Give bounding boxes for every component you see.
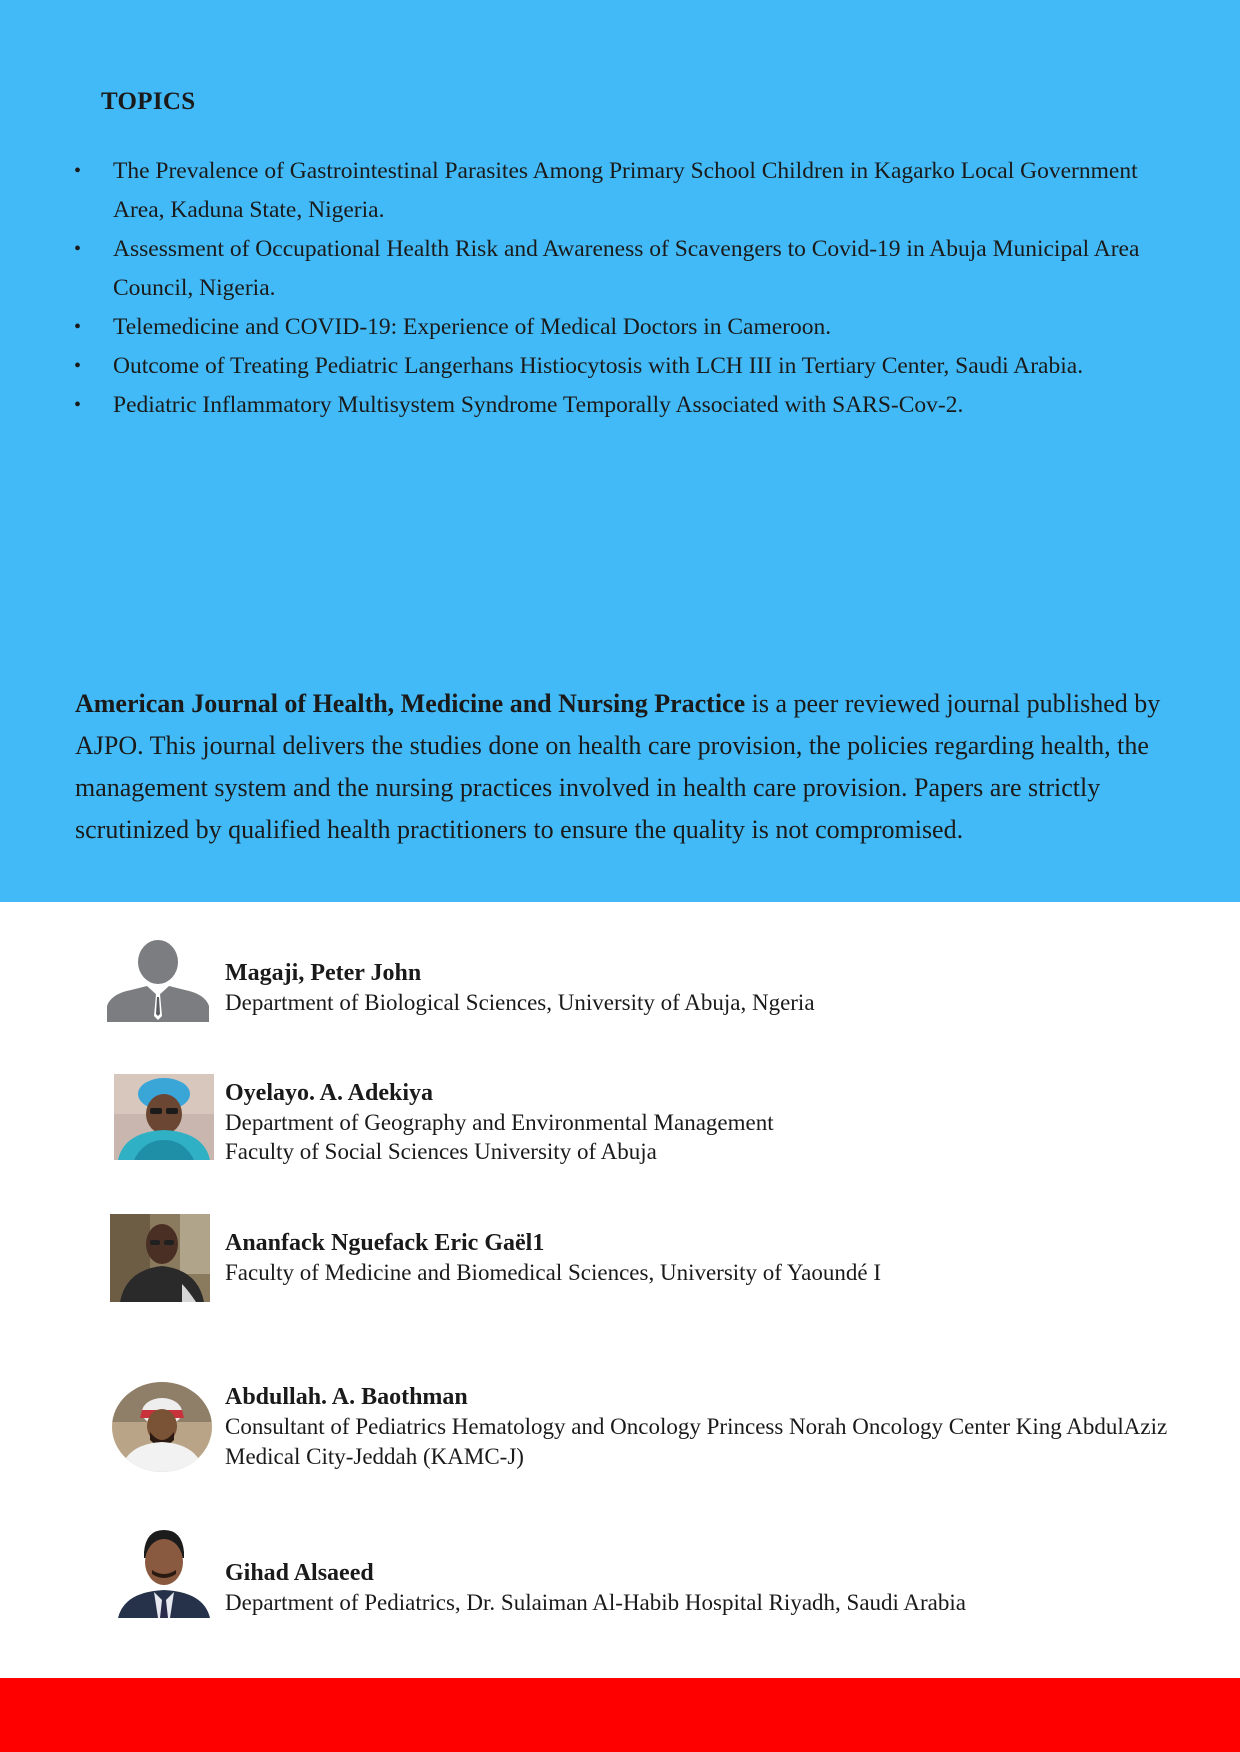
bullet-icon: •: [74, 394, 82, 416]
author-photo: [112, 1382, 212, 1472]
topic-item: • Assessment of Occupational Health Risk and Awareness of Scavengers to Covid-19 in Abuja Municipal Area Council, Nigeria.: [74, 230, 1154, 308]
topics-heading: TOPICS: [101, 88, 196, 115]
bullet-icon: •: [74, 160, 82, 182]
author-affiliation: Consultant of Pediatrics Hematology and Oncology Princess Norah Oncology Center King AbdulAziz Medical City-Jeddah (KAMC-J): [225, 1414, 1168, 1469]
journal-name: American Journal of Health, Medicine and Nursing Practice: [75, 689, 746, 718]
bullet-icon: •: [74, 316, 82, 338]
topic-item: • Outcome of Treating Pediatric Langerhans Histiocytosis with LCH III in Tertiary Center, Saudi Arabia.: [74, 347, 1154, 386]
topic-item: • The Prevalence of Gastrointestinal Parasites Among Primary School Children in Kagarko Local Government Area, Kaduna State, Nigeria.: [74, 152, 1154, 230]
footer-bar: [0, 1678, 1240, 1752]
author-name: Magaji, Peter John: [225, 960, 422, 986]
author-name: Abdullah. A. Baothman: [225, 1384, 468, 1410]
author-affiliation: Department of Pediatrics, Dr. Sulaiman Al-Habib Hospital Riyadh, Saudi Arabia: [225, 1590, 966, 1615]
author-affiliation: Department of Biological Sciences, University of Abuja, Ngeria: [225, 990, 815, 1015]
author-affiliation: Faculty of Social Sciences University of Abuja: [225, 1139, 657, 1164]
bullet-icon: •: [74, 238, 82, 260]
author-photo: [110, 1214, 210, 1302]
bullet-icon: •: [74, 355, 82, 377]
author-affiliation: Department of Geography and Environmental Management: [225, 1110, 774, 1135]
person-silhouette-icon: [107, 940, 209, 1022]
journal-description-text: is a peer reviewed journal published by AJPO. This journal delivers the studies done on health care provision, the policies regarding health, the management system and the nursing practices involved in health care provision. Papers are strictly scrutinized by qualified health practitioners to ensure the quality is not compromised.: [75, 689, 1161, 844]
author-name: Ananfack Nguefack Eric Gaël1: [225, 1230, 545, 1256]
author-affiliation: Faculty of Medicine and Biomedical Sciences, University of Yaoundé I: [225, 1260, 881, 1285]
author-photo: [114, 1074, 214, 1160]
author-photo: [114, 1528, 214, 1618]
author-name: Gihad Alsaeed: [225, 1560, 374, 1586]
topic-item: • Telemedicine and COVID-19: Experience of Medical Doctors in Cameroon.: [74, 308, 1154, 347]
topics-list: [74, 152, 1154, 425]
topic-item: • Pediatric Inflammatory Multisystem Syndrome Temporally Associated with SARS-Cov-2.: [74, 386, 1154, 425]
author-name: Oyelayo. A. Adekiya: [225, 1080, 434, 1106]
journal-description: [75, 683, 1175, 851]
